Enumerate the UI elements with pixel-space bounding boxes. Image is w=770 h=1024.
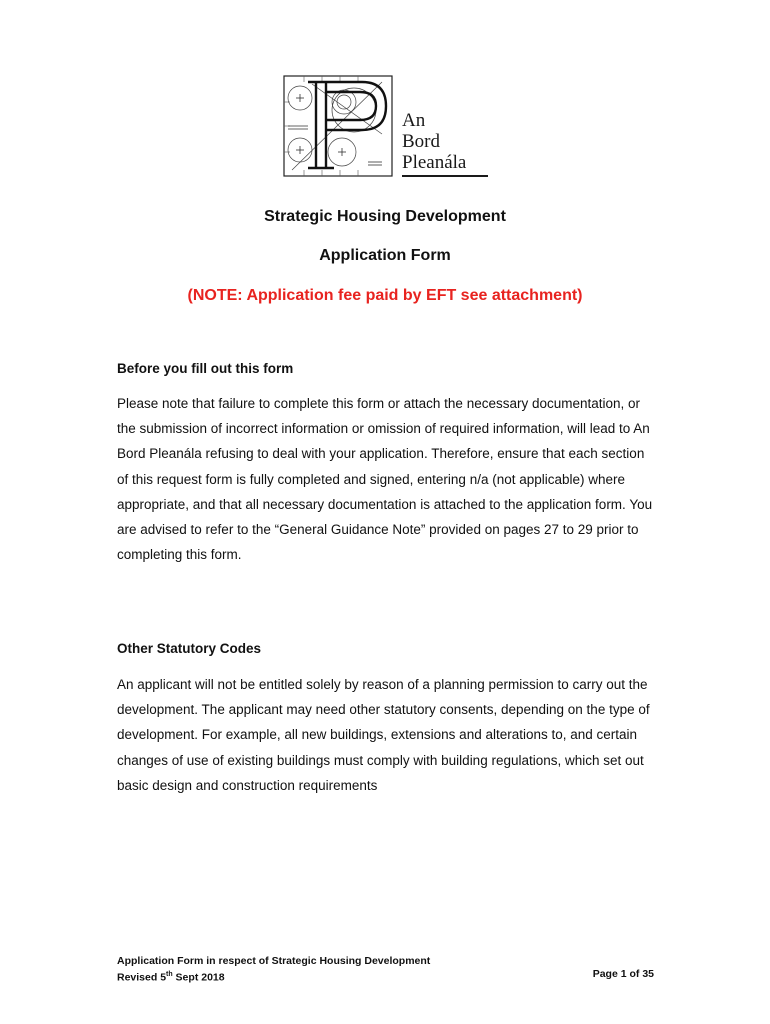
fee-note: (NOTE: Application fee paid by EFT see attachment)	[187, 287, 583, 304]
logo-p-mark-icon	[282, 74, 394, 178]
section-body-statutory-codes: An applicant will not be entitled solely by reason of a planning permission to carry out the development. The applicant may need other statutory consents, depending on the type of development. For example, all new buildings, extensions and alterations to, and certain changes of use of existing buildings must comply with building regulations, which set out basic design and construction requirements	[117, 677, 650, 793]
page-number: Page 1 of 35	[592, 968, 654, 980]
footer-revision-prefix: Revised 5	[117, 971, 167, 984]
footer-revision-suffix: Sept 2018	[172, 971, 225, 984]
section-body-before-fill: Please note that failure to complete this form or attach the necessary documentation, or the submission of incorrect information or omission of required information, will lead to An Bord Pleanála refusing to deal with your application. Therefore, ensure that each section of this request form is fully completed and signed, entering n/a (not applicable) where appropriate, and that all necessary documentation is attached to the application form. You are advised to refer to the “General Guidance Note” provided on pages 27 to 29 prior to completing this form.	[117, 396, 653, 563]
footer-revision	[117, 968, 430, 985]
logo-word-pleanala: Pleanála	[402, 152, 467, 173]
footer-form-title: Application Form in respect of Strategic Housing Development	[117, 955, 431, 967]
document-title: Strategic Housing Development	[264, 208, 506, 225]
logo-wordmark	[402, 110, 466, 173]
logo-word-an: An	[402, 110, 426, 131]
section-heading-before-fill: Before you fill out this form	[117, 361, 294, 376]
logo-word-bord: Bord	[402, 131, 440, 152]
an-bord-pleanala-logo	[282, 74, 494, 184]
section-heading-statutory-codes: Other Statutory Codes	[117, 641, 262, 656]
footer-revision-sup: th	[166, 971, 173, 978]
logo-underline	[402, 175, 488, 177]
footer-form-info	[117, 955, 430, 985]
document-subtitle: Application Form	[319, 247, 451, 264]
